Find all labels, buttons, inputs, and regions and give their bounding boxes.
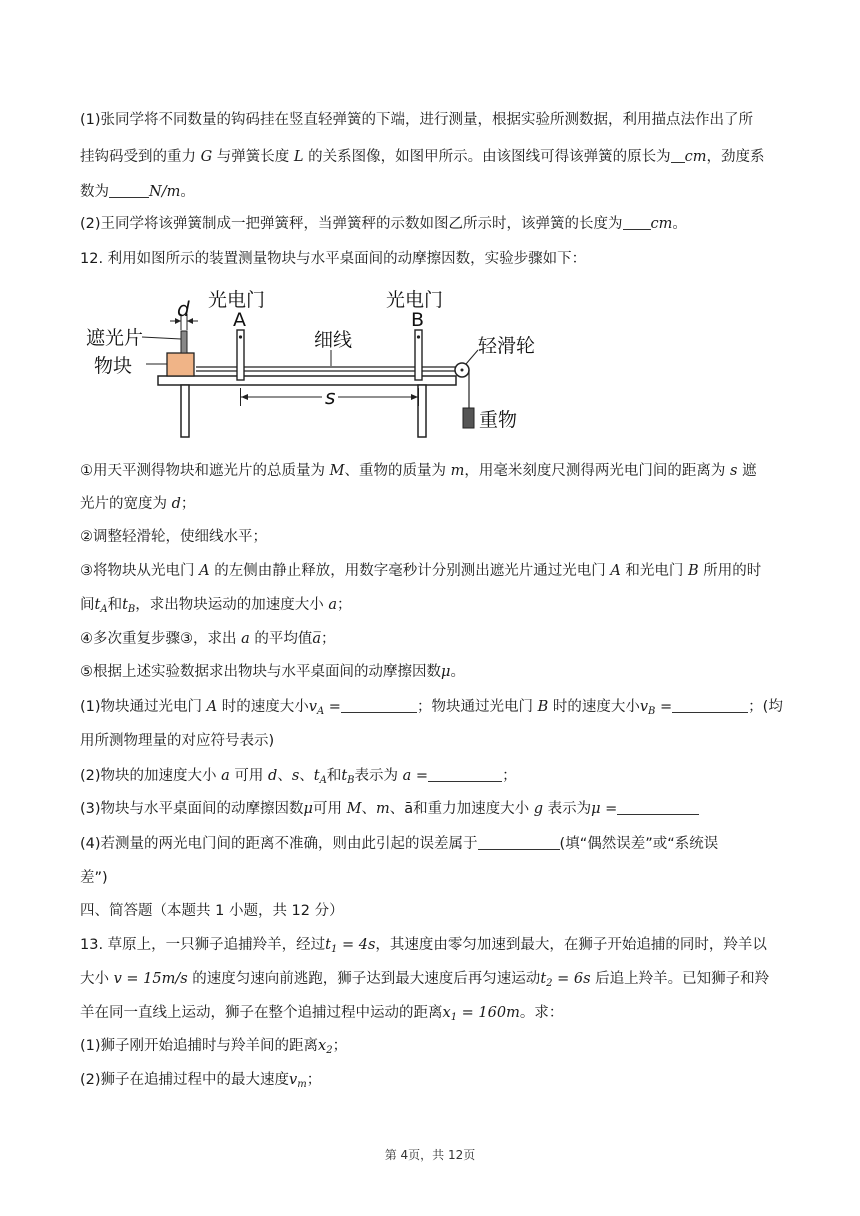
q12-q1-line2: 用所测物理量的对应符号表示) xyxy=(80,733,275,749)
answer-blank xyxy=(428,767,502,782)
q12-q3: (3)物块与水平桌面间的动摩擦因数μ可用 M、m、ā和重力加速度大小 g 表示为μ = xyxy=(80,799,790,819)
pulley-axle xyxy=(461,369,464,372)
q12-step3-line2: 间$t_A$和$t_B$，求出物块运动的加速度大小 a； xyxy=(80,597,352,615)
q12-q2: (2)物块的加速度大小 a 可用 d、s、$t_A$和$t_B$表示为 a = ； xyxy=(80,768,517,786)
s-arrowhead-right xyxy=(411,394,418,400)
pulley-label: 轻滑轮 xyxy=(478,335,536,357)
q11-part1-line3: 数为 N/m。 xyxy=(80,184,195,200)
shutter xyxy=(181,331,187,353)
q13-line2: 大小 v = 15m/s 的速度匀速向前逃跑，狮子达到最大速度后再匀速运动$t_2 = 6s$ 后追上羚羊。已知狮子和羚 xyxy=(80,971,770,989)
q12-q1-line1: (1)物块通过光电门 A 时的速度大小$v_A$ = ；物块通过光电门 B 时的速度大小$v_B$ = ；(均 xyxy=(80,699,783,717)
q12-q4-line2: 差”) xyxy=(80,870,108,886)
photogate-a-sensor xyxy=(239,335,242,338)
q12-intro: 12. 利用如图所示的装置测量物块与水平桌面间的动摩擦因数，实验步骤如下： xyxy=(80,251,587,267)
table-leg-left xyxy=(181,385,189,437)
string-label: 细线 xyxy=(314,329,353,351)
q12-step3-line1: ③将物块从光电门 A 的左侧由静止释放，用数字毫秒计分别测出遮光片通过光电门 A 和光电门 B 所用的时 xyxy=(80,563,762,579)
q13-line3: 羊在同一直线上运动，狮子在整个追捕过程中运动的距离$x_1 = 160m$。求： xyxy=(80,1005,564,1023)
table-top xyxy=(158,376,456,385)
q12-q4-line1: (4)若测量的两光电门间的距离不准确，则由此引起的误差属于 (填“偶然误差”或“系统误 xyxy=(80,836,719,852)
q12-step4: ④多次重复步骤③，求出 a 的平均值a̅； xyxy=(80,631,336,647)
shutter-pointer xyxy=(142,337,181,339)
q12-step1-line2: 光片的宽度为 d； xyxy=(80,496,196,512)
q11-part1-line1: (1)张同学将不同数量的钩码挂在竖直轻弹簧的下端，进行测量，根据实验所测数据，利用描点法作出了所 xyxy=(80,112,754,128)
s-label: s xyxy=(325,385,336,409)
weight xyxy=(463,408,474,428)
photogate-b-sensor xyxy=(417,335,420,338)
q12-step5: ⑤根据上述实验数据求出物块与水平桌面间的动摩擦因数μ。 xyxy=(80,664,465,680)
answer-blank xyxy=(672,698,748,713)
photogate-b-label: 光电门 xyxy=(386,289,444,311)
q13-sub2: (2)狮子在追捕过程中的最大速度$v_m$； xyxy=(80,1072,322,1090)
answer-blank xyxy=(617,800,699,815)
q11-part2: (2)王同学将该弹簧制成一把弹簧秤，当弹簧秤的示数如图乙所示时，该弹簧的长度为 cm。 xyxy=(80,216,687,232)
table-leg-right xyxy=(418,385,426,437)
d-label: d xyxy=(177,297,190,321)
photogate-a-letter: A xyxy=(233,309,246,331)
shutter-label: 遮光片 xyxy=(86,327,144,349)
s-arrowhead-left xyxy=(241,394,248,400)
q11-part1-line2: 挂钩码受到的重力 G 与弹簧长度 L 的关系图像，如图甲所示。由该图线可得该弹簧的原长为 cm，劲度系 xyxy=(80,149,765,165)
q12-step2: ②调整轻滑轮，使细线水平； xyxy=(80,529,267,545)
answer-blank xyxy=(109,183,149,198)
pulley-pointer xyxy=(466,350,478,364)
apparatus-figure xyxy=(86,284,556,444)
page-footer: 第 4页，共 12页 xyxy=(384,1148,476,1162)
block-label: 物块 xyxy=(94,355,133,377)
answer-blank xyxy=(623,215,651,230)
answer-blank xyxy=(341,698,417,713)
section-heading: 四、简答题（本题共 1 小题，共 12 分） xyxy=(80,903,344,919)
weight-label: 重物 xyxy=(479,409,518,431)
q13-sub1: (1)狮子刚开始追捕时与羚羊间的距离$x_2$； xyxy=(80,1038,348,1056)
photogate-a-label: 光电门 xyxy=(208,289,266,311)
q12-step1-line1: ①用天平测得物块和遮光片的总质量为 M、重物的质量为 m，用毫米刻度尺测得两光电门间的距离为 s 遮 xyxy=(80,463,757,479)
photogate-b-letter: B xyxy=(411,309,425,331)
block xyxy=(167,353,194,376)
answer-blank xyxy=(671,148,685,163)
q13-line1: 13. 草原上，一只狮子追捕羚羊，经过$t_1 = 4s$，其速度由零匀加速到最大，在狮子开始追捕的同时，羚羊以 xyxy=(80,937,767,955)
answer-blank xyxy=(478,835,560,850)
